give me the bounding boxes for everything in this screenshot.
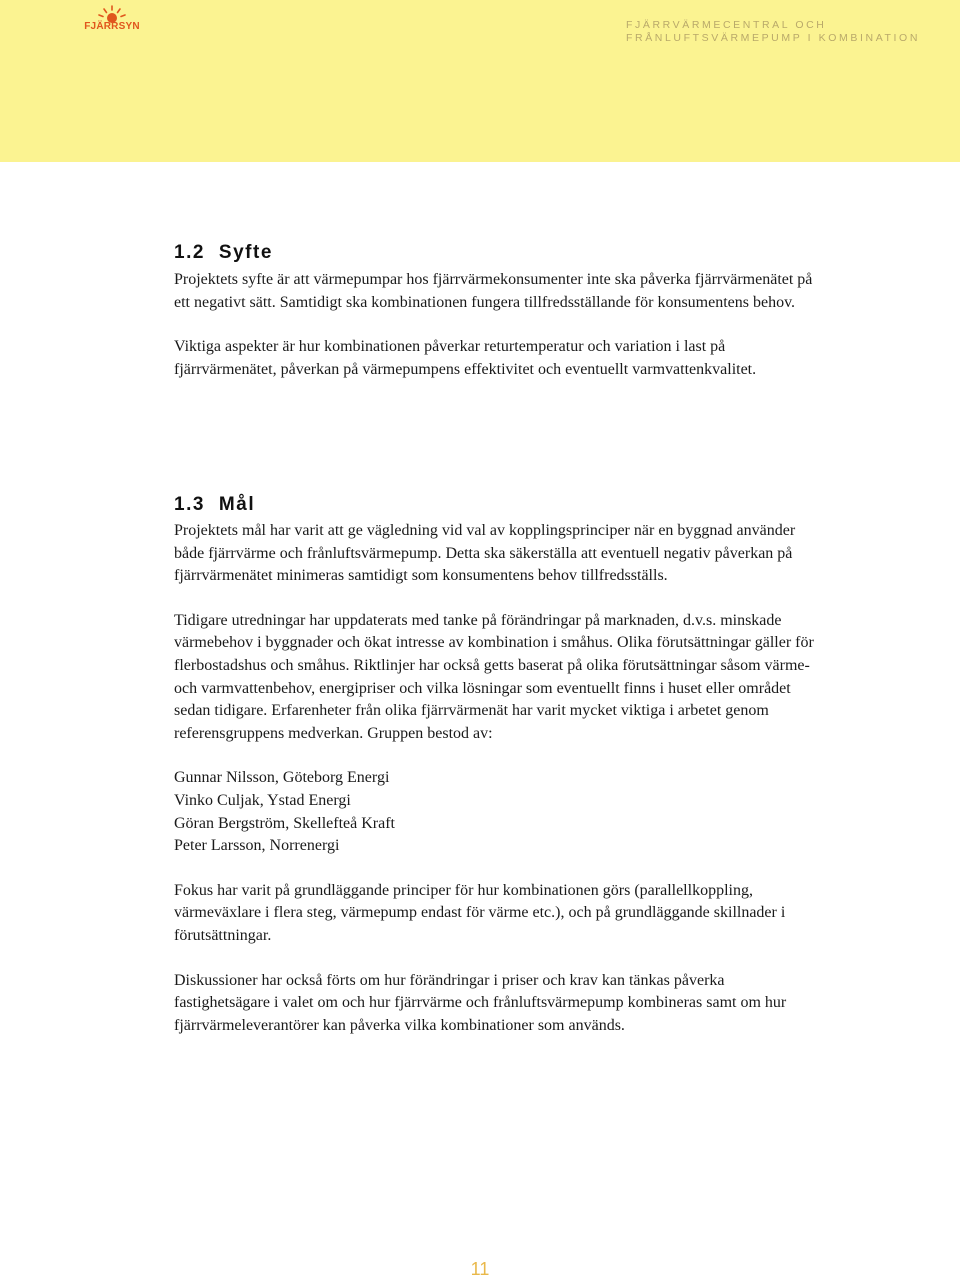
section-mal [174, 492, 814, 1037]
section-number: 1.2 [174, 242, 205, 263]
list-item: Vinko Culjak, Ystad Energi [174, 791, 351, 809]
page-number: 11 [470, 1259, 490, 1279]
paragraph: Tidigare utredningar har uppdaterats med tanke på förändringar på marknaden, d.v.s. minskade värmebehov i byggnader och ökat intresse av kombination i småhus. Olika förutsättningar gäller för flerbostadshus och småhus. Riktlinjer har också getts baserat på olika förutsättningar såsom värme- och varmvattenbehov, energipriser och vilka lösningar som eventuellt finns i huset eller området sedan tidigare. Erfarenheter från olika fjärrvärmenät har varit mycket viktiga i arbetet genom referensgruppens medverkan. Gruppen bestod av: [174, 611, 814, 742]
paragraph: Projektets syfte är att värmepumpar hos fjärrvärmekonsumenter inte ska påverka fjärrvärmenätet på ett negativt sätt. Samtidigt ska kombinationen fungera tillfredsställande för konsumentens behov. [174, 271, 813, 311]
reference-group-list [174, 767, 814, 857]
document-title-line-2: FRÅNLUFTSVÄRMEPUMP I KOMBINATION [626, 31, 920, 44]
section-syfte [174, 240, 814, 381]
section-title: Syfte [218, 242, 273, 263]
section-heading [174, 492, 814, 518]
document-title [626, 19, 920, 44]
paragraph: Viktiga aspekter är hur kombinationen påverkar returtemperatur och variation i last på fjärrvärmenätet, påverkan på värmepumpens effektivitet och eventuellt varmvattenkvalitet. [174, 338, 757, 378]
logo-text: FJÄRRSYN [84, 21, 140, 32]
list-item: Peter Larsson, Norrenergi [174, 837, 340, 855]
list-item: Göran Bergström, Skellefteå Kraft [174, 814, 395, 832]
paragraph: Fokus har varit på grundläggande principer för hur kombinationen görs (parallellkoppling, värmeväxlare i flera steg, värmepump endast för värme etc.), och på grundläggande skillnader i förutsättningar. [174, 881, 786, 944]
paragraph: Diskussioner har också förts om hur förändringar i priser och krav kan tänkas påverka fastighetsägare i valet om och hur fjärrvärme och frånluftsvärmepump kombineras samt om hur fjärrvärmeleverantörer kan påverka vilka kombinationer som används. [174, 971, 787, 1034]
document-title-line-1: FJÄRRVÄRMECENTRAL OCH [626, 19, 827, 31]
paragraph: Projektets mål har varit att ge vägledning vid val av kopplingsprinciper när en byggnad använder både fjärrvärme och frånluftsvärmepump. Detta ska säkerställa att eventuell negativ påverkan på fjärrvärmenätet minimeras samtidigt som konsumentens behov tillfredsställs. [174, 522, 796, 585]
section-title: Mål [218, 494, 256, 515]
fjarrsyn-logo [84, 4, 140, 36]
section-heading [174, 240, 814, 266]
page-header [0, 0, 960, 162]
list-item: Gunnar Nilsson, Göteborg Energi [174, 769, 390, 787]
section-number: 1.3 [174, 494, 205, 515]
